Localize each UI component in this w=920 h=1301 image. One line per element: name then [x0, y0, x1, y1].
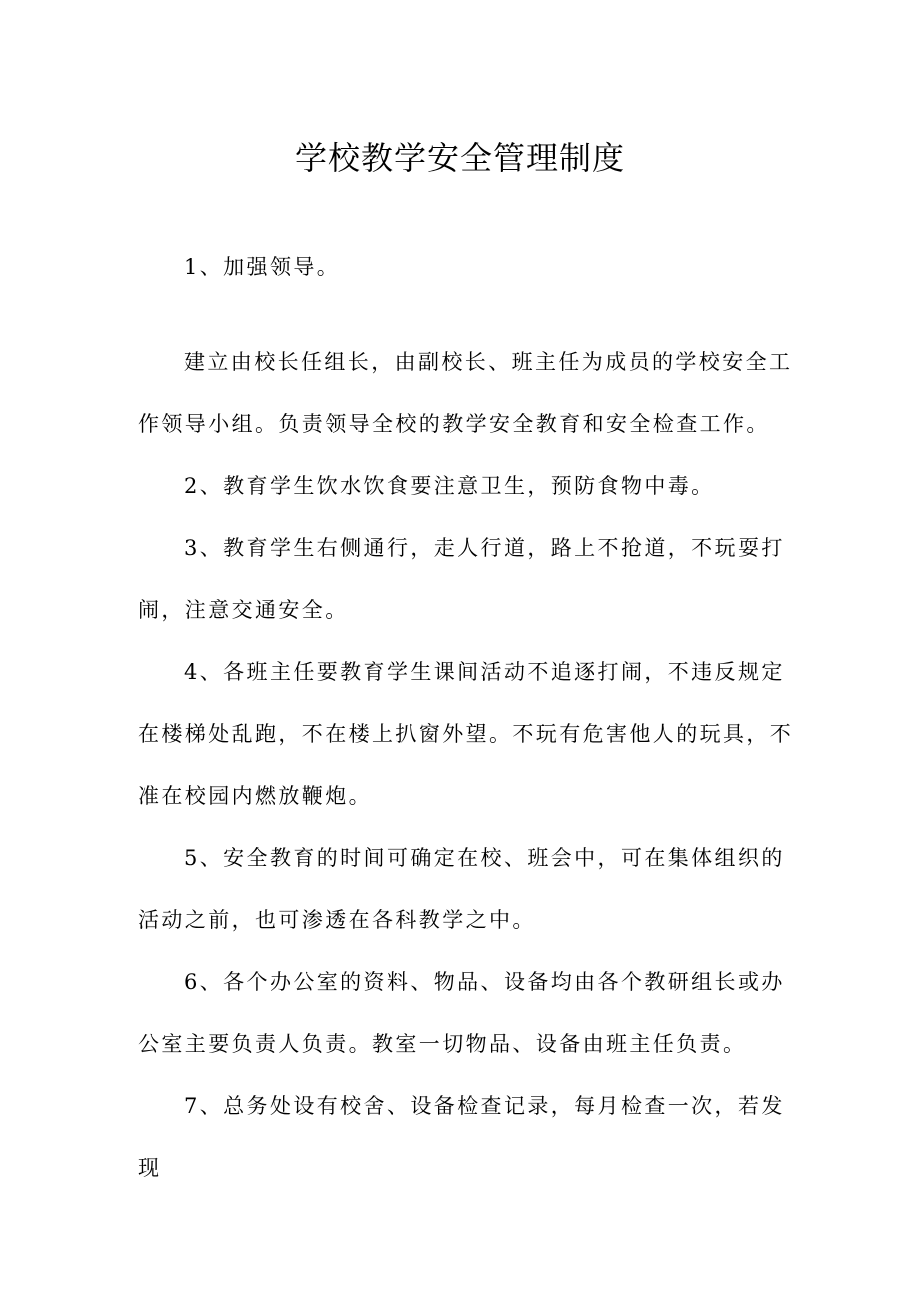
paragraph-4-class-teacher-duties: 4、各班主任要教育学生课间活动不追逐打闹，不违反规定在楼梯处乱跑，不在楼上扒窗外望。不玩有危害他人的玩具，不准在校园内燃放鞭炮。	[138, 660, 794, 808]
paragraph-5-education-time: 5、安全教育的时间可确定在校、班会中，可在集体组织的活动之前，也可渗透在各科教学之中。	[138, 846, 785, 932]
paragraph-6-office-responsibility: 6、各个办公室的资料、物品、设备均由各个教研组长或办公室主要负责人负责。教室一切物品、设备由班主任负责。	[138, 970, 785, 1056]
paragraph-1-heading: 1、加强领导。	[184, 255, 341, 279]
paragraph-3-traffic-safety: 3、教育学生右侧通行，走人行道，路上不抢道，不玩耍打闹，注意交通安全。	[138, 536, 785, 622]
paragraph-7-general-affairs: 7、总务处设有校舍、设备检查记录，每月检查一次，若发现	[138, 1094, 785, 1180]
paragraph-leadership-group: 建立由校长任组长，由副校长、班主任为成员的学校安全工作领导小组。负责领导全校的教学安全教育和安全检查工作。	[138, 350, 793, 436]
document-title: 学校教学安全管理制度	[294, 139, 625, 177]
paragraph-2-food-safety: 2、教育学生饮水饮食要注意卫生，预防食物中毒。	[184, 474, 715, 498]
